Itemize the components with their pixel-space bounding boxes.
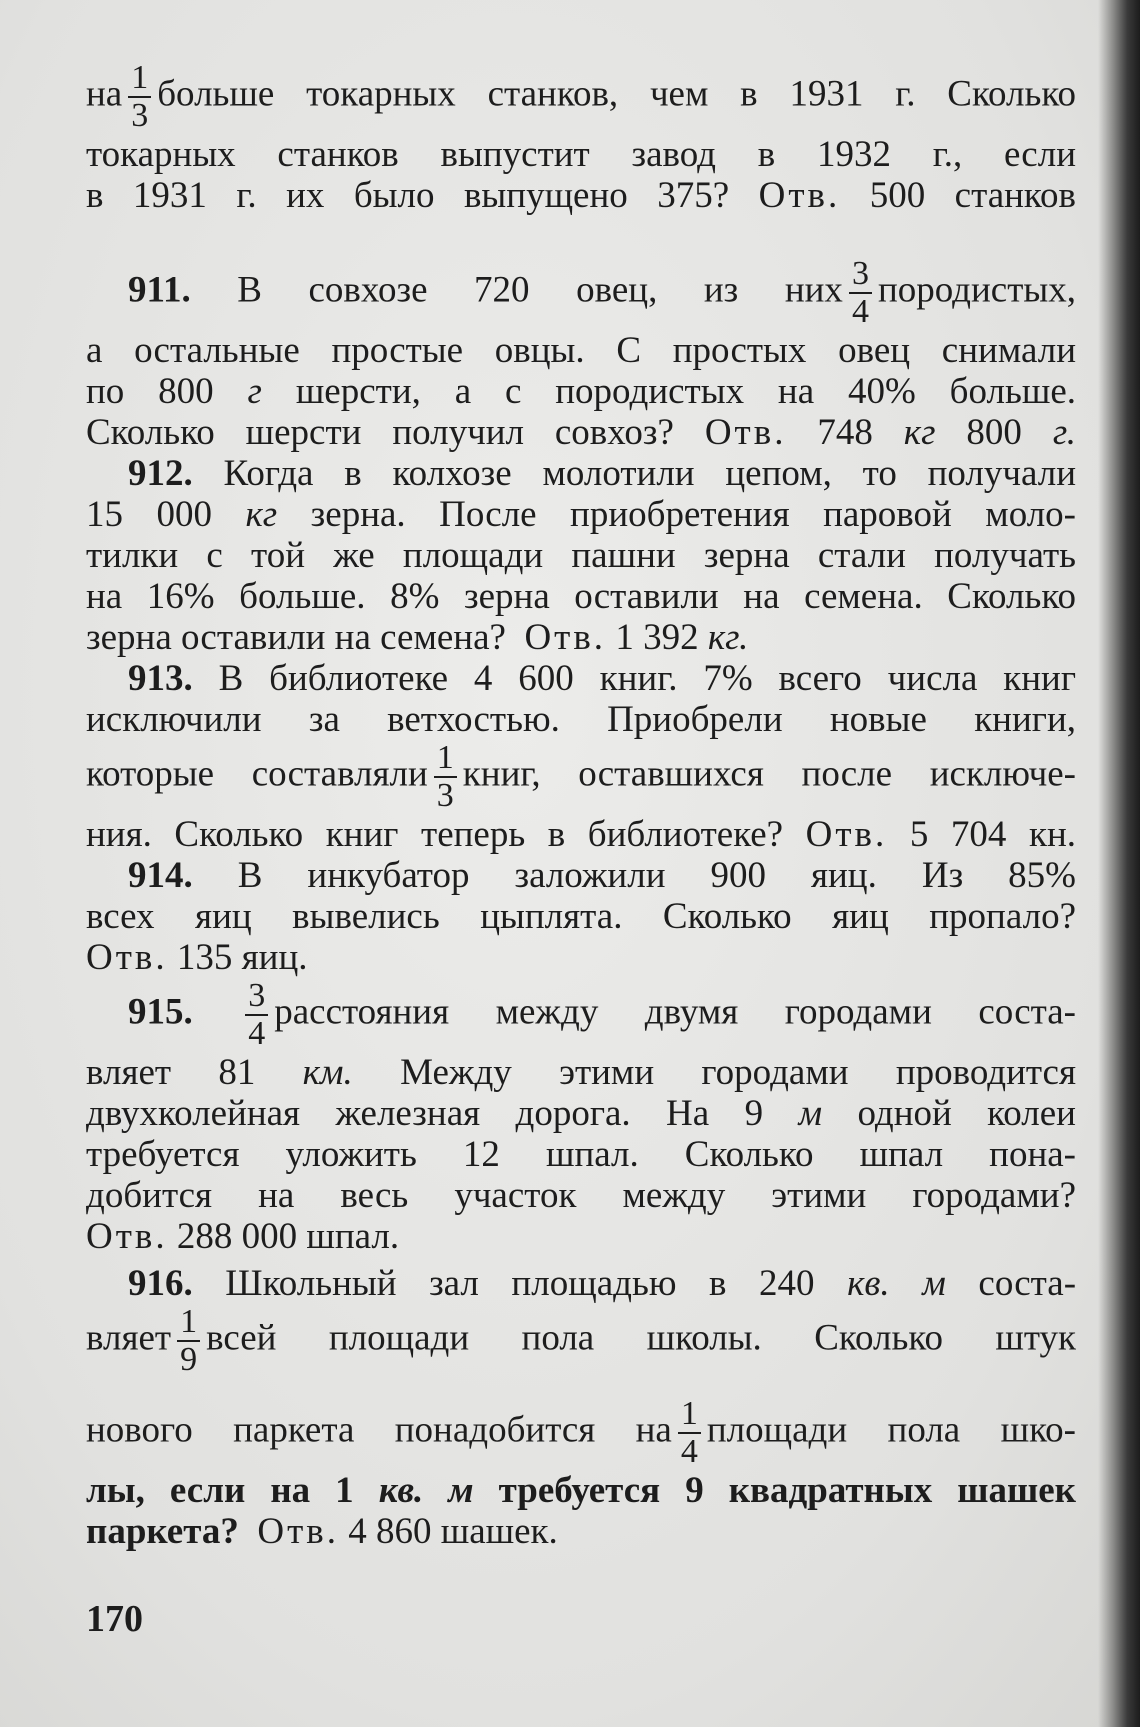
fraction: $\frac{1}{3}$ — [128, 60, 151, 134]
text-line: которые составляли $\frac{1}{3}$ книг, оставшихся после исключе- — [86, 739, 1076, 814]
text-line: паркета? Отв. 4 860 шашек. — [86, 1511, 558, 1552]
fraction: $\frac{3}{4}$ — [245, 978, 268, 1052]
text-line: 15 000 кг зерна. После приобретения паровой моло- — [86, 494, 1076, 535]
text-line: в 1931 г. их было выпущено 375? Отв. 500 станков — [86, 175, 1076, 216]
text-line: ния. Сколько книг теперь в библиотеке? Отв. 5 704 кн. — [86, 814, 1077, 855]
text-line: требуется уложить 12 шпал. Сколько шпал пона- — [86, 1134, 1076, 1175]
problem-915: 915. $\frac{3}{4}$ расстояния между двумя городами соста- — [128, 977, 1077, 1052]
problem-number: 912. — [128, 453, 193, 494]
text-line: вляет 81 км. Между этими городами проводится — [86, 1052, 1076, 1093]
text-line: исключили за ветхостью. Приобрели новые книги, — [86, 699, 1076, 740]
text-line: Отв. 288 000 шпал. — [86, 1216, 400, 1257]
text-line: зерна оставили на семена? Отв. 1 392 кг. — [86, 617, 749, 658]
fraction: $\frac{1}{4}$ — [678, 1396, 701, 1470]
problem-number: 911. — [128, 269, 191, 311]
text-line: тилки с той же площади пашни зерна стали получать — [86, 535, 1076, 576]
fraction: $\frac{1}{3}$ — [434, 740, 457, 814]
problem-914: 914. В инкубатор заложили 900 яиц. Из 85% — [128, 855, 1077, 896]
text-line: на $\frac{1}{3}$ больше токарных станков, чем в 1931 г. Сколько — [86, 59, 1076, 134]
text-line: добится на весь участок между этими городами? — [86, 1175, 1076, 1216]
problem-number: 916. — [128, 1263, 193, 1304]
text-line: по 800 г шерсти, а с породистых на 40% больше. — [86, 371, 1077, 412]
text-line: вляет $\frac{1}{9}$ всей площади пола школы. Сколько штук — [86, 1303, 1076, 1378]
text-line: а остальные простые овцы. С простых овец снимали — [86, 330, 1076, 371]
text-line: нового паркета понадобится на $\frac{1}{4}$ площади пола шко- — [86, 1395, 1076, 1470]
text-line: лы, если на 1 кв. м требуется 9 квадратных шашек — [86, 1470, 1076, 1511]
problem-916: 916. Школьный зал площадью в 240 кв. м соста- — [128, 1263, 1077, 1304]
page-edge-shadow — [1098, 0, 1140, 1727]
text-line: двухколейная железная дорога. На 9 м одной колеи — [86, 1093, 1076, 1134]
problem-911: 911. В совхозе 720 овец, из них $\frac{3}{4}$ породистых, — [128, 255, 1076, 330]
fraction: $\frac{3}{4}$ — [849, 256, 872, 330]
problem-number: 914. — [128, 855, 193, 896]
fraction: $\frac{1}{9}$ — [177, 1304, 200, 1378]
problem-number: 913. — [128, 658, 193, 699]
problem-913: 913. В библиотеке 4 600 книг. 7% всего числа книг — [128, 658, 1077, 699]
text-line: токарных станков выпустит завод в 1932 г., если — [86, 134, 1076, 175]
page-text — [86, 60, 1076, 1552]
problem-912: 912. Когда в колхозе молотили цепом, то получали — [128, 453, 1076, 494]
text-line: Отв. 135 яиц. — [86, 937, 308, 978]
page-number: 170 — [86, 1598, 143, 1640]
text-line: Сколько шерсти получил совхоз? Отв. 748 кг 800 г. — [86, 412, 1077, 453]
text-line: всех яиц вывелись цыплята. Сколько яиц пропало? — [86, 896, 1076, 937]
problem-number: 915. — [128, 991, 193, 1033]
text-line: на 16% больше. 8% зерна оставили на семена. Сколько — [86, 576, 1076, 617]
